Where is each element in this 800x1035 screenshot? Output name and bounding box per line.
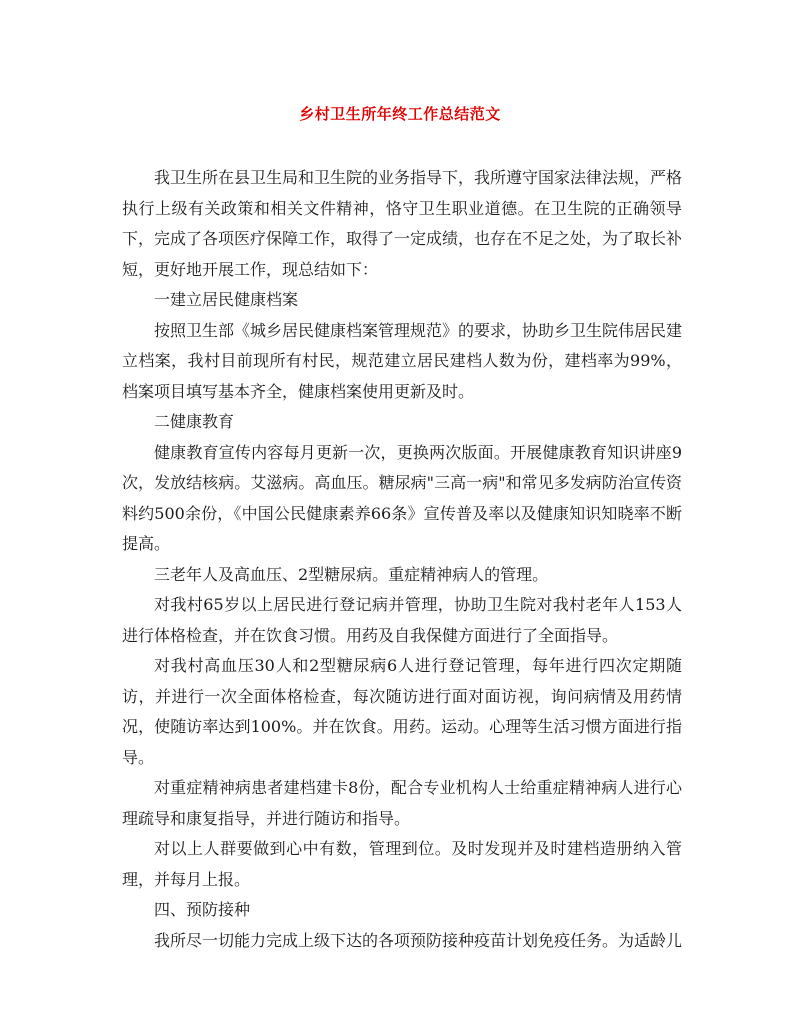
elderly-paragraph: 对我村65岁以上居民进行登记病并管理，协助卫生院对我村老年人153人进行体格检查，并在饮食习惯。用药及自我保健方面进行了全面指导。 <box>122 595 682 645</box>
hypertension-diabetes-paragraph: 对我村高血压30人和2型糖尿病6人进行登记管理，每年进行四次定期随访，并进行一次全面体格检查，每次随访进行面对面访视，询问病情及用药情况，使随访率达到100%。并在饮食。用药。运动。心理等生活习惯方面进行指导。 <box>122 656 682 767</box>
section-heading-health-records: 一建立居民健康档案 <box>154 290 299 309</box>
document-title: 乡村卫生所年终工作总结范文 <box>299 105 501 123</box>
health-education-paragraph: 健康教育宣传内容每月更新一次，更换两次版面。开展健康教育知识讲座9次，发放结核病。艾滋病。高血压。糖尿病"三高一病"和常见多发病防治宣传资料约500余份，《中国公民健康素养66条》宣传普及率以及健康知识知晓率不断提高。 <box>122 442 682 553</box>
intro-paragraph: 我卫生所在县卫生局和卫生院的业务指导下，我所遵守国家法律法规，严格执行上级有关政策和相关文件精神，恪守卫生职业道德。在卫生院的正确领导下，完成了各项医疗保障工作，取得了一定成绩，也存在不足之处，为了取长补短，更好地开展工作，现总结如下： <box>122 168 683 279</box>
health-records-paragraph: 按照卫生部《城乡居民健康档案管理规范》的要求，协助乡卫生院伟居民建立档案，我村目前现所有村民，规范建立居民建档人数为份，建档率为99%，档案项目填写基本齐全，健康档案使用更新及时。 <box>122 320 683 401</box>
section-heading-elderly-chronic: 三老年人及高血压、2型糖尿病。重症精神病人的管理。 <box>154 564 549 584</box>
management-paragraph: 对以上人群要做到心中有数，管理到位。及时发现并及时建档造册纳入管理，并每月上报。 <box>122 839 682 889</box>
document-body <box>122 163 682 956</box>
section-heading-health-education: 二健康教育 <box>154 412 235 431</box>
section-heading-vaccination: 四、预防接种 <box>154 900 251 919</box>
mental-illness-paragraph: 对重症精神病患者建档建卡8份，配合专业机构人士给重症精神病人进行心理疏导和康复指导，并进行随访和指导。 <box>122 778 682 828</box>
vaccination-paragraph: 我所尽一切能力完成上级下达的各项预防接种疫苗计划免疫任务。为适龄儿 <box>154 930 683 950</box>
